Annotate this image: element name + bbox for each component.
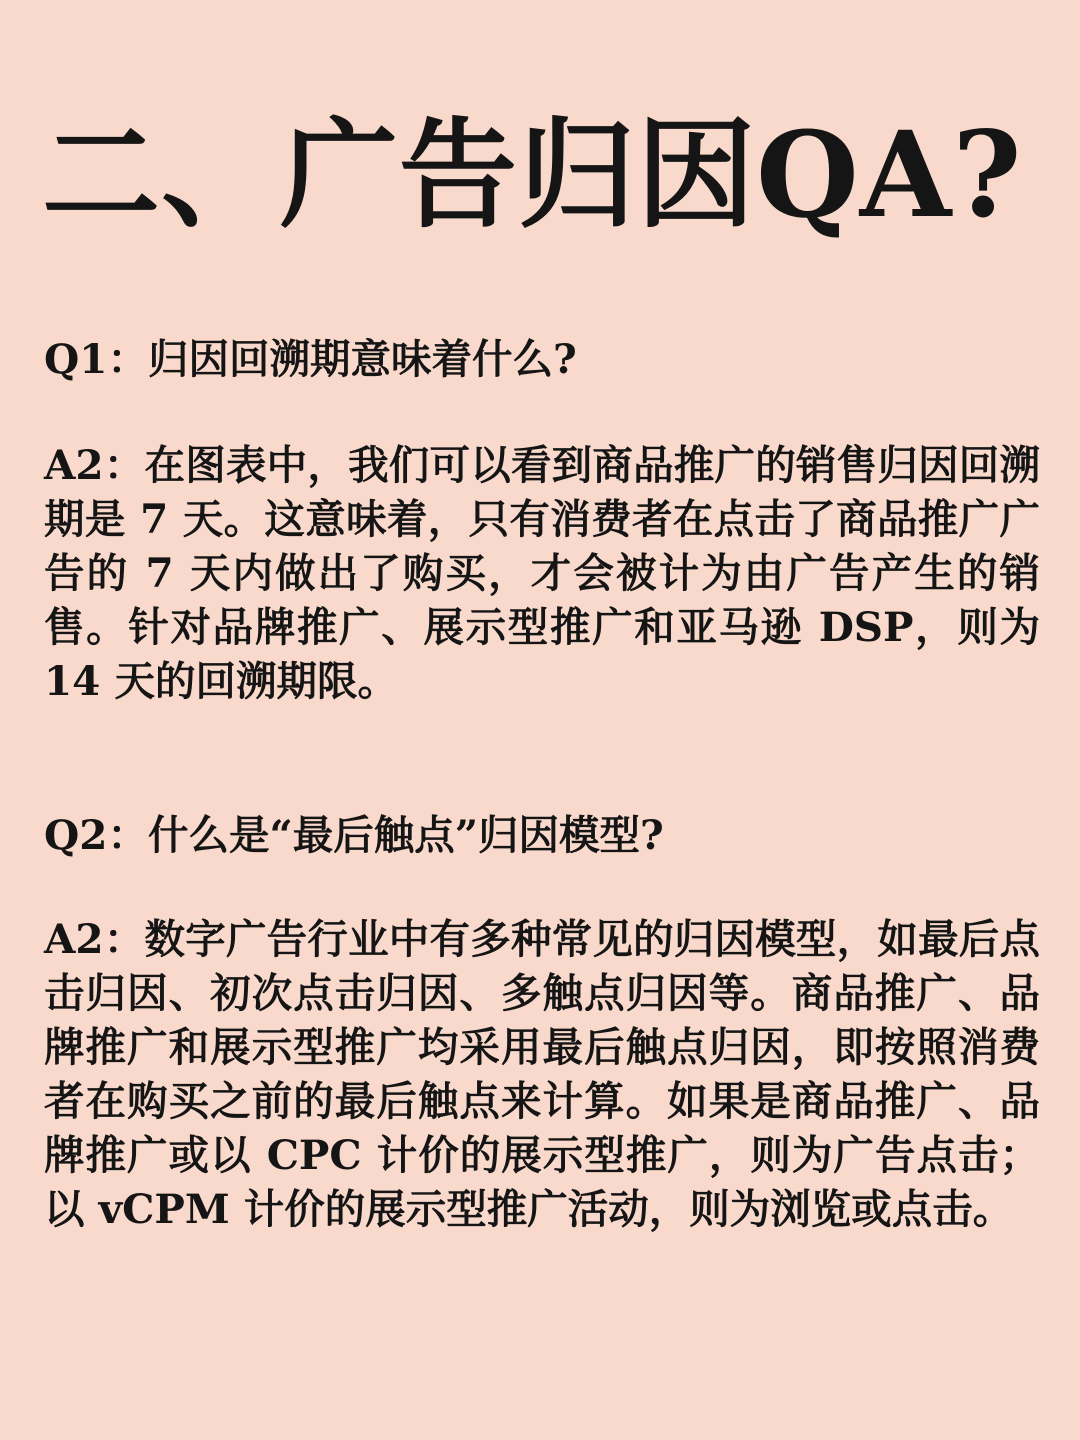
answer-2: A2：数字广告行业中有多种常见的归因模型，如最后点击归因、初次点击归因、多触点归因等。商品推广、品牌推广和展示型推广均采用最后触点归因，即按照消费者在购买之前的最后触点来计算。如果是商品推广、品牌推广或以 CPC 计价的展示型推广，则为广告点击；以 vCPM 计价的展示型推广活动，则为浏览或点击。 [44,915,1040,1233]
answer-1: A2：在图表中，我们可以看到商品推广的销售归因回溯期是 7 天。这意味着，只有消费者在点击了商品推广广告的 7 天内做出了购买，才会被计为由广告产生的销售。针对品牌推广、展示型推广和亚马逊 DSP，则为 14 天的回溯期限。 [44,441,1040,705]
page-title: 二、广告归因QA? [42,105,1023,244]
question-1: Q1：归因回溯期意味着什么? [44,335,577,383]
question-2: Q2：什么是“最后触点”归因模型? [44,811,664,859]
